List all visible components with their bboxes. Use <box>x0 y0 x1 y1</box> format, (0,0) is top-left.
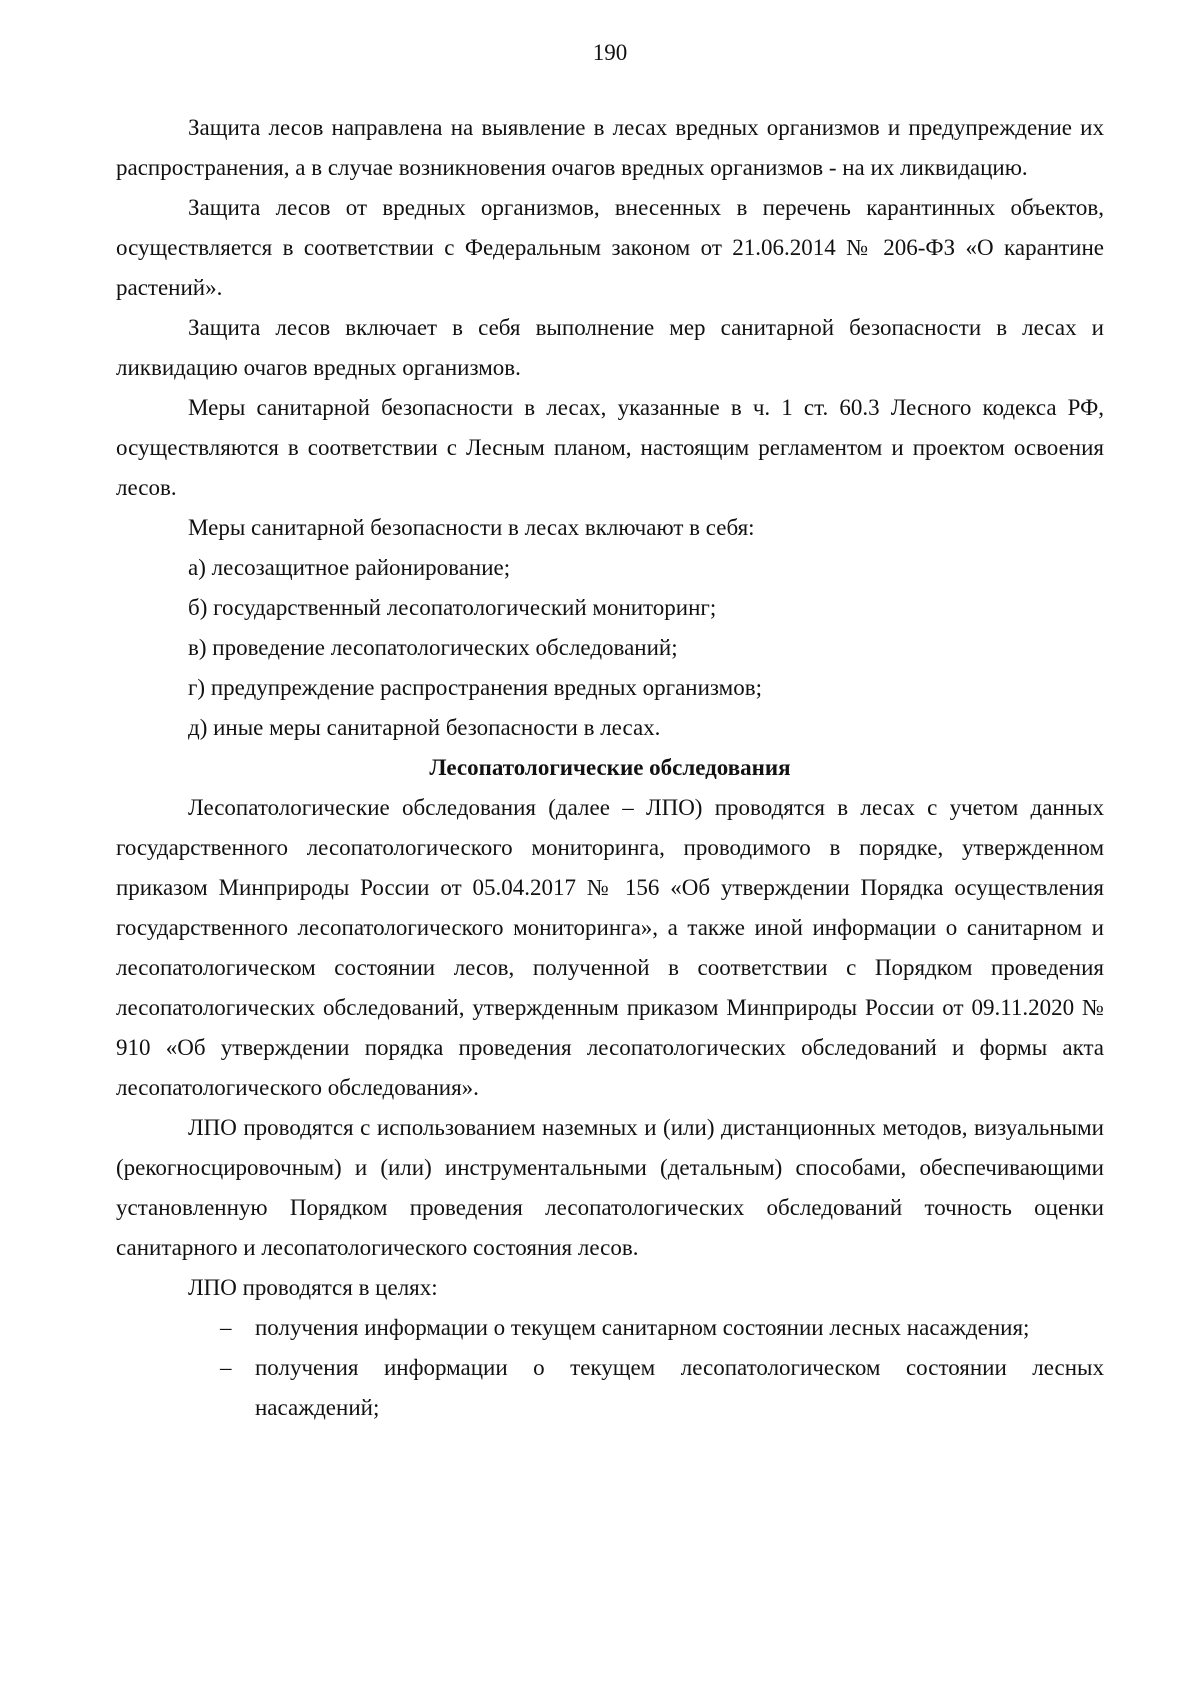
page-number: 190 <box>592 40 628 65</box>
paragraph-quarantine-protection: Защита лесов от вредных организмов, внесенных в перечень карантинных объектов, осуществляется в соответствии с Федеральным законом от 21.06.2014 № 206-ФЗ «О карантине растений». <box>116 195 1104 300</box>
paragraph-protection-includes: Защита лесов включает в себя выполнение мер санитарной безопасности в лесах и ликвидацию очагов вредных организмов. <box>116 315 1104 380</box>
document-body <box>116 108 1104 1428</box>
paragraph-sanitary-measures-basis: Меры санитарной безопасности в лесах, указанные в ч. 1 ст. 60.3 Лесного кодекса РФ, осуществляются в соответствии с Лесным планом, настоящим регламентом и проектом освоения лесов. <box>116 395 1104 500</box>
measure-item-a: а) лесозащитное районирование; <box>188 555 511 580</box>
dash-bullet: – <box>220 1315 232 1340</box>
goals-list <box>116 1308 1104 1428</box>
document-page <box>116 0 1104 1697</box>
measure-item-e: д) иные меры санитарной безопасности в лесах. <box>188 715 661 740</box>
goal-text: получения информации о текущем лесопатологическом состоянии лесных насаждений; <box>255 1355 1104 1420</box>
section-heading: Лесопатологические обследования <box>429 755 791 780</box>
measure-item-d: г) предупреждение распространения вредных организмов; <box>188 675 762 700</box>
paragraph-sanitary-measures-intro: Меры санитарной безопасности в лесах включают в себя: <box>188 515 755 540</box>
measure-item-b: б) государственный лесопатологический мониторинг; <box>188 595 717 620</box>
list-item <box>116 1348 1104 1428</box>
dash-bullet: – <box>220 1355 232 1380</box>
measure-item-c: в) проведение лесопатологических обследований; <box>188 635 678 660</box>
paragraph-forest-protection-purpose: Защита лесов направлена на выявление в лесах вредных организмов и предупреждение их распространения, а в случае возникновения очагов вредных организмов - на их ликвидацию. <box>116 115 1104 180</box>
list-item <box>116 1308 1104 1348</box>
paragraph-lpo-goals-intro: ЛПО проводятся в целях: <box>188 1275 438 1300</box>
paragraph-lpo-methods: ЛПО проводятся с использованием наземных и (или) дистанционных методов, визуальными (рекогносцировочным) и (или) инструментальными (детальным) способами, обеспечивающими установленную Порядком проведения лесопатологических обследований точность оценки санитарного и лесопатологического состояния лесов. <box>116 1115 1104 1260</box>
goal-text: получения информации о текущем санитарном состоянии лесных насаждения; <box>255 1315 1030 1340</box>
paragraph-lpo-definition: Лесопатологические обследования (далее – ЛПО) проводятся в лесах с учетом данных государственного лесопатологического мониторинга, проводимого в порядке, утвержденном приказом Минприроды России от 05.04.2017 № 156 «Об утверждении Порядка осуществления государственного лесопатологического мониторинга», а также иной информации о санитарном и лесопатологическом состоянии лесов, полученной в соответствии с Порядком проведения лесопатологических обследований, утвержденным приказом Минприроды России от 09.11.2020 № 910 «Об утверждении порядка проведения лесопатологических обследований и формы акта лесопатологического обследования». <box>116 795 1104 1100</box>
